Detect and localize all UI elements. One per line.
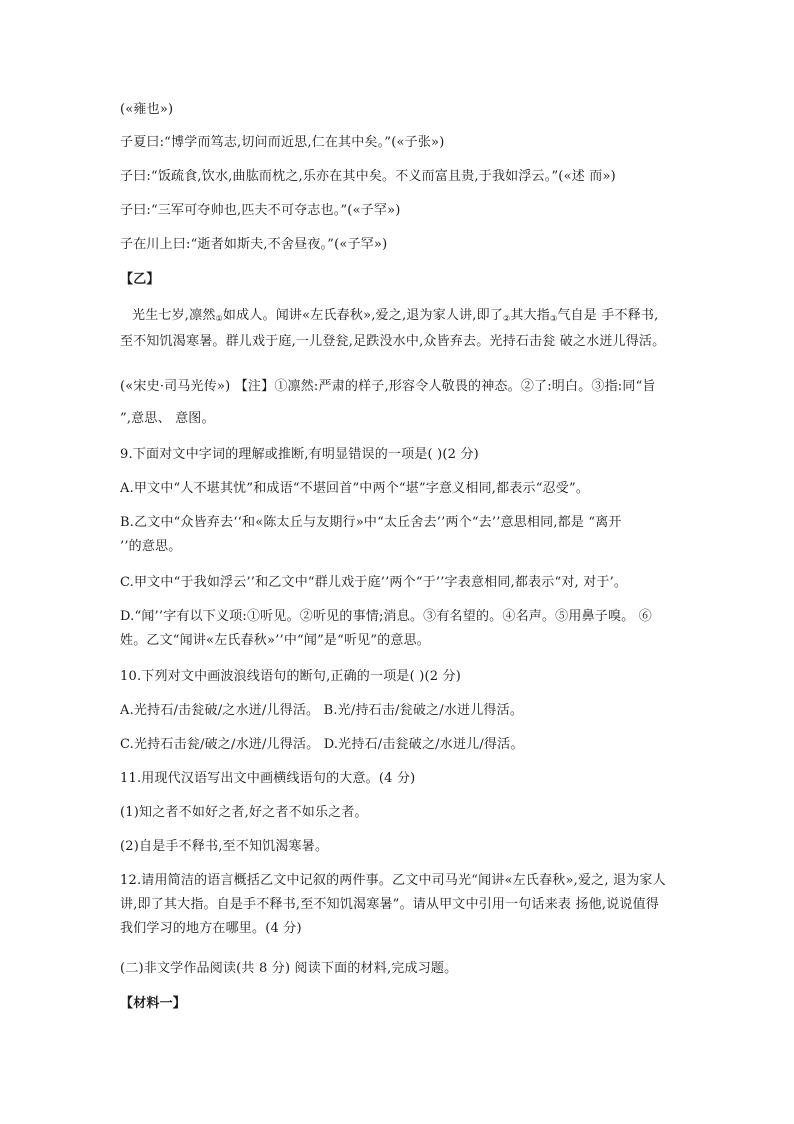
text-line: 至不知饥渴寒暑。群儿戏于庭,一儿登瓮,足跌没水中,众皆弃去。光持石击瓮 破之水迸儿得活。 (120, 334, 666, 349)
footnote-marker: ③ (550, 314, 558, 323)
option-line: ’’的意思。 (120, 539, 182, 554)
question-10: 10.下列对文中画波浪线语句的断句,正确的一项是( )(2 分) (120, 669, 462, 684)
text-line: (2)自是手不释书,至不知饥渴寒暑。 (120, 839, 329, 854)
option-line: B.乙文中“众皆弃去‘‘和«陈太丘与友期行»中“太丘舍去’’两个“去’’意思相同,都是 “离开 (120, 515, 622, 530)
footnote-marker: ② (503, 314, 511, 323)
text-segment: 其大指 (510, 308, 551, 323)
text-line: ”,意思、 意图。 (120, 411, 215, 426)
option-line: C.光持石击瓮/破之/水迸/儿得活。 D.光持石/击瓮破之/水迸儿/得活。 (120, 737, 524, 752)
section-heading: 【材料一】 (120, 996, 187, 1011)
text-line: («雍也») (120, 102, 174, 117)
text-line: 子在川上曰:“逝者如斯夫,不舍昼夜。”(«子罕») (120, 237, 388, 252)
option-line: A.甲文中“人不堪其忧”和成语“不堪回首”中两个“堪”字意义相同,都表示“忍受”。 (120, 481, 590, 496)
text-line: (1)知之者不如好之者,好之者不如乐之者。 (120, 805, 368, 820)
text-line: 我们学习的地方在哪里。(4 分) (120, 921, 302, 936)
text-line (132, 307, 658, 328)
option-line: A.光持石/击瓮破/之水迸/儿得活。 B.光/持石击/瓮破之/水迸儿得活。 (120, 703, 524, 718)
text-segment: 光生七岁,凛然 (132, 308, 216, 323)
text-line: 子夏曰:“博学而笃志,切问而近思,仁在其中矣。”(«子张») (120, 135, 445, 150)
option-line: 姓。乙文“闻讲«左氏春秋»’’中“闻”是“听见”的意思。 (120, 633, 431, 648)
question-9: 9.下面对文中字词的理解或推断,有明显错误的一项是( )(2 分) (120, 447, 479, 462)
question-12: 12.请用简洁的语言概括乙文中记叙的两件事。乙文中司马光“闻讲«左氏春秋»,爱之, 退为家人 (120, 873, 666, 888)
section-heading: (二)非文学作品阅读(共 8 分) 阅读下面的材料,完成习题。 (120, 961, 458, 976)
section-heading: 【乙】 (120, 272, 160, 287)
text-line: («宋史·司马光传») 【注】①凛然:严肃的样子,形容令人敬畏的神态。②了:明白。③指:同“旨 (120, 379, 656, 394)
option-line: D.“闻’’字有以下义项:①听见。②听见的事情;消息。③有名望的。④名声。⑤用鼻子嗅。 ⑥ (120, 609, 652, 624)
text-segment: 如成人。闻讲«左氏春秋»,爱之,退为家人讲,即了 (222, 308, 504, 323)
question-11: 11.用现代汉语写出文中画横线语句的大意。(4 分) (120, 771, 416, 786)
footnote-marker: ① (215, 314, 223, 323)
text-line: 讲,即了其大指。自是手不释书,至不知饥渴寒暑”。请从甲文中引用一句话来表 扬他,说说值得 (120, 897, 659, 912)
text-segment: 气自是 手不释书, (557, 308, 659, 323)
text-line: 子曰:“三军可夺帅也,匹夫不可夺志也。”(«子罕») (120, 203, 401, 218)
option-line: C.甲文中“于我如浮云’’和乙文中“群儿戏于庭’’两个“于’’字表意相同,都表示“对, 对于’。 (120, 575, 628, 590)
text-line: 子曰:“饭疏食,饮水,曲肱而枕之,乐亦在其中矣。不义而富且贵,于我如浮云。”(«述 而») (120, 169, 616, 184)
